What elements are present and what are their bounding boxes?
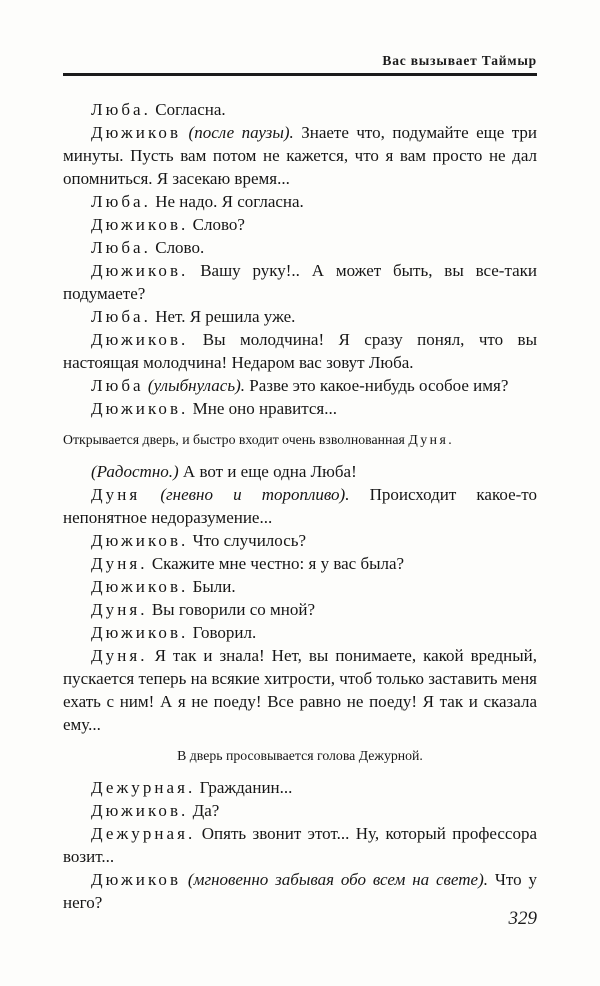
dialogue-line (63, 98, 537, 121)
stage-note: (мгновенно забывая обо всем на свете). (181, 870, 488, 889)
character-name: Дюжиков. (91, 261, 189, 280)
running-head-title: Вас вызывает Таймыр (382, 53, 537, 68)
stage-direction (63, 747, 537, 765)
speech-text: Слово. (150, 238, 205, 257)
character-name: Люба. (91, 100, 151, 119)
dialogue-line (63, 799, 537, 822)
dialogue-line (63, 621, 537, 644)
character-name: Дюжиков. (91, 399, 189, 418)
text-block (63, 98, 537, 914)
speech-text: Вы молодчина! Я сразу понял, что вы настоящая молодчина! Недаром вас зовут Люба. (63, 330, 537, 372)
character-name: Люба. (91, 192, 151, 211)
character-name: Дюжиков. (91, 330, 189, 349)
speech-text: Нет. Я решила уже. (150, 307, 296, 326)
speech-text: Вы говорили со мной? (147, 600, 316, 619)
stage-note: (после паузы). (181, 123, 294, 142)
character-name: Дюжиков. (91, 215, 189, 234)
speech-text: Знаете что, подумайте еще три минуты. Пусть вам потом не кажется, что я вам просто не дал опомниться. Я засекаю время... (63, 123, 537, 188)
dialogue-line (63, 236, 537, 259)
page-number: 329 (508, 908, 537, 929)
stage-note: (гневно и торопливо). (140, 485, 350, 504)
dialogue-line (63, 190, 537, 213)
dialogue-line (63, 397, 537, 420)
stage-direction (63, 431, 537, 449)
dialogue-line (63, 644, 537, 736)
dialogue-line (63, 460, 537, 483)
character-name: Дюжиков. (91, 577, 189, 596)
speech-text: Что у него? (63, 870, 537, 912)
character-name: Люба. (91, 307, 151, 326)
character-name: Дюжиков. (91, 801, 189, 820)
speech-text: Открывается дверь, и быстро входит очень взволнованная (63, 432, 409, 447)
speech-text: Были. (188, 577, 236, 596)
speech-text: Разве это какое-нибудь особое имя? (244, 376, 509, 395)
speech-text: Согласна. (150, 100, 226, 119)
speech-text: Да? (188, 801, 220, 820)
dialogue-line (63, 552, 537, 575)
stage-note: (улыбнулась). (143, 376, 245, 395)
character-name: Дюжиков (91, 870, 182, 889)
speech-text: Скажите мне честно: я у вас была? (147, 554, 405, 573)
speech-text: Опять звонит этот... Ну, который профессора возит... (63, 824, 537, 866)
character-name: Дуня. (408, 432, 455, 447)
stage-note: (Радостно.) (91, 462, 179, 481)
dialogue-line (63, 121, 537, 190)
dialogue-line (63, 575, 537, 598)
header-rule (63, 73, 537, 76)
speech-text: Говорил. (188, 623, 257, 642)
speech-text: Мне оно нравится... (188, 399, 338, 418)
dialogue-line (63, 598, 537, 621)
character-name: Дуня. (91, 646, 148, 665)
speech-text: Я так и знала! Нет, вы понимаете, какой вредный, пускается теперь на всякие хитрости, чтоб только заставить меня ехать с ним! А я не поеду! Все равно не поеду! Я так и сказала ему... (63, 646, 537, 734)
character-name: Дуня. (91, 554, 148, 573)
character-name: Дюжиков (91, 123, 182, 142)
dialogue-line (63, 305, 537, 328)
speech-text: Слово? (188, 215, 245, 234)
dialogue-line (63, 328, 537, 374)
speech-text: Вашу руку!.. А может быть, вы все-таки подумаете? (63, 261, 537, 303)
speech-text: Гражданин... (195, 778, 293, 797)
character-name: Дуня. (91, 600, 148, 619)
dialogue-line (63, 259, 537, 305)
speech-text: В дверь просовывается голова Дежурной. (177, 748, 423, 763)
character-name: Дуня (91, 485, 141, 504)
character-name: Дежурная. (91, 824, 196, 843)
dialogue-line (63, 529, 537, 552)
character-name: Дюжиков. (91, 531, 189, 550)
dialogue-line (63, 483, 537, 529)
character-name: Люба (91, 376, 144, 395)
speech-text: А вот и еще одна Люба! (178, 462, 357, 481)
speech-text: Не надо. Я согласна. (150, 192, 304, 211)
character-name: Дежурная. (91, 778, 196, 797)
dialogue-line (63, 776, 537, 799)
speech-text: Происходит какое-то непонятное недоразумение... (63, 485, 537, 527)
character-name: Дюжиков. (91, 623, 189, 642)
character-name: Люба. (91, 238, 151, 257)
dialogue-line (63, 822, 537, 868)
dialogue-line (63, 213, 537, 236)
speech-text: Что случилось? (188, 531, 307, 550)
dialogue-line (63, 374, 537, 397)
